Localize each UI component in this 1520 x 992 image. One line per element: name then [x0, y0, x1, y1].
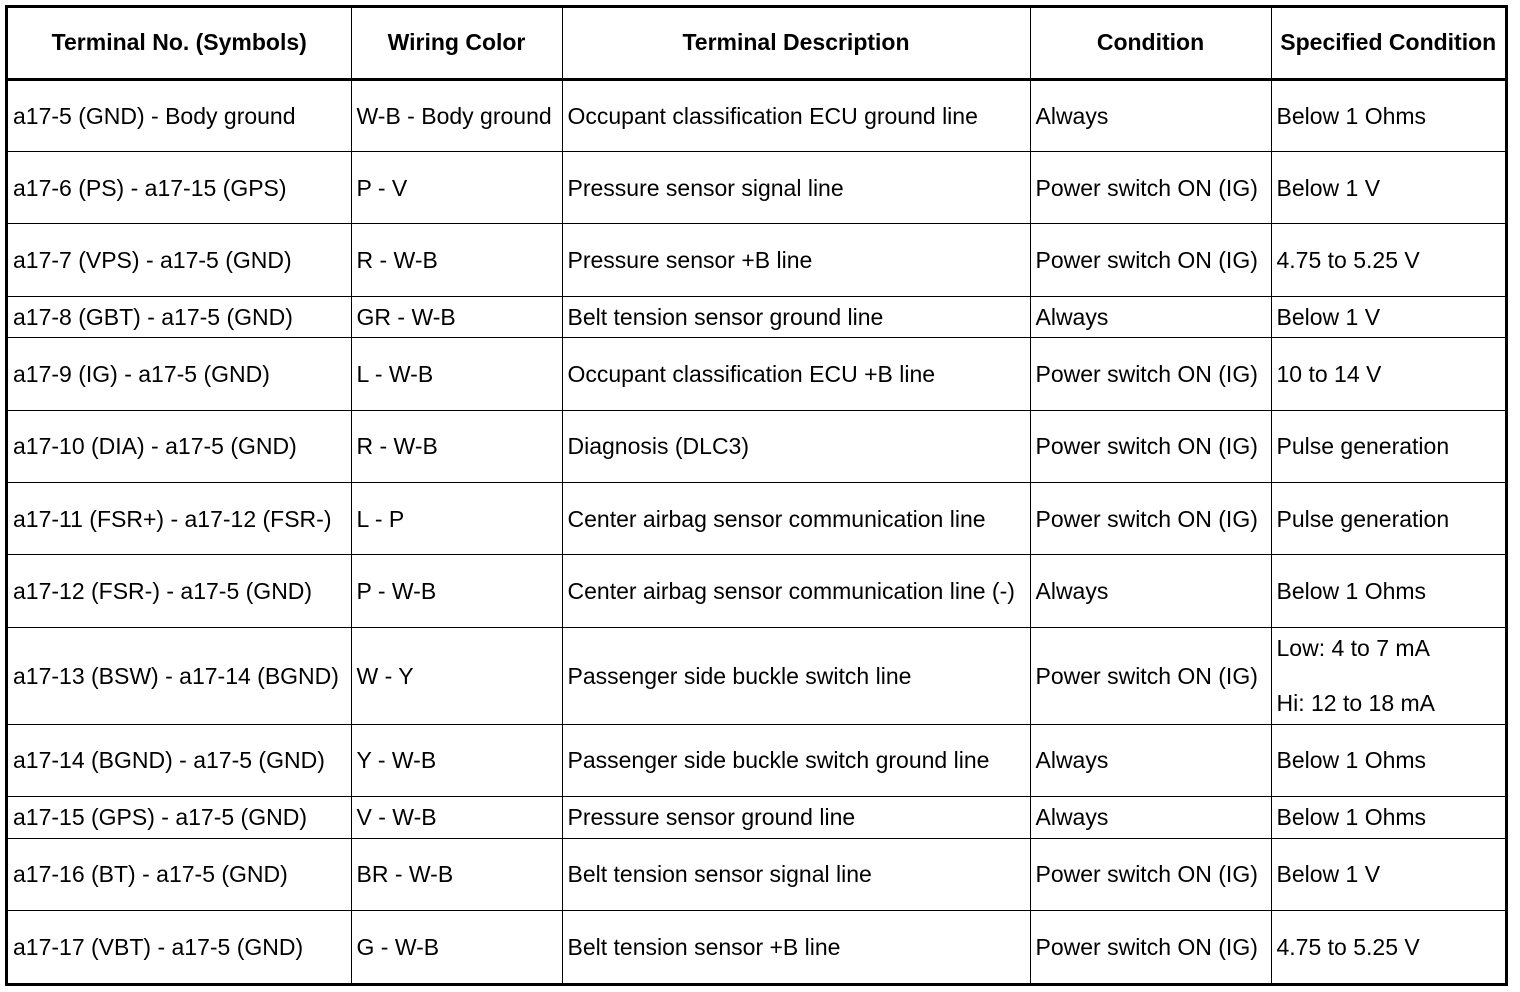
cell-wiring-color: P - W-B — [351, 555, 562, 627]
cell-specified: Below 1 V — [1271, 296, 1505, 338]
cell-terminal: a17-13 (BSW) - a17-14 (BGND) — [8, 627, 351, 724]
header-wiring-color: Wiring Color — [351, 8, 562, 79]
cell-description: Diagnosis (DLC3) — [562, 410, 1030, 482]
table-row — [8, 627, 1505, 724]
cell-terminal: a17-8 (GBT) - a17-5 (GND) — [8, 296, 351, 338]
terminal-table-frame — [5, 5, 1508, 986]
specified-low: Low: 4 to 7 mA — [1276, 635, 1430, 662]
cell-specified: Below 1 Ohms — [1271, 79, 1505, 151]
cell-condition: Power switch ON (IG) — [1030, 911, 1271, 983]
cell-condition: Always — [1030, 555, 1271, 627]
cell-wiring-color: W - Y — [351, 627, 562, 724]
cell-wiring-color: L - W-B — [351, 338, 562, 410]
cell-description: Pressure sensor +B line — [562, 224, 1030, 296]
cell-description: Belt tension sensor +B line — [562, 911, 1030, 983]
cell-terminal: a17-10 (DIA) - a17-5 (GND) — [8, 410, 351, 482]
cell-wiring-color: R - W-B — [351, 410, 562, 482]
cell-condition: Always — [1030, 296, 1271, 338]
table-row — [8, 79, 1505, 151]
cell-condition: Always — [1030, 79, 1271, 151]
cell-description: Passenger side buckle switch ground line — [562, 724, 1030, 796]
cell-wiring-color: G - W-B — [351, 911, 562, 983]
cell-terminal: a17-15 (GPS) - a17-5 (GND) — [8, 796, 351, 838]
cell-specified: Below 1 V — [1271, 838, 1505, 910]
cell-terminal: a17-14 (BGND) - a17-5 (GND) — [8, 724, 351, 796]
cell-wiring-color: L - P — [351, 483, 562, 555]
cell-description: Pressure sensor signal line — [562, 151, 1030, 223]
header-specified-condition: Specified Condition — [1271, 8, 1505, 79]
cell-wiring-color: R - W-B — [351, 224, 562, 296]
cell-terminal: a17-6 (PS) - a17-15 (GPS) — [8, 151, 351, 223]
cell-condition: Power switch ON (IG) — [1030, 838, 1271, 910]
table-row — [8, 724, 1505, 796]
table-row — [8, 838, 1505, 910]
header-terminal: Terminal No. (Symbols) — [8, 8, 351, 79]
cell-condition: Power switch ON (IG) — [1030, 483, 1271, 555]
cell-wiring-color: BR - W-B — [351, 838, 562, 910]
cell-wiring-color: W-B - Body ground — [351, 79, 562, 151]
cell-specified: 10 to 14 V — [1271, 338, 1505, 410]
header-condition: Condition — [1030, 8, 1271, 79]
cell-terminal: a17-7 (VPS) - a17-5 (GND) — [8, 224, 351, 296]
cell-condition: Power switch ON (IG) — [1030, 224, 1271, 296]
table-row — [8, 151, 1505, 223]
table-row — [8, 296, 1505, 338]
terminal-table — [8, 8, 1505, 983]
cell-description: Belt tension sensor signal line — [562, 838, 1030, 910]
cell-condition: Always — [1030, 724, 1271, 796]
cell-specified: Below 1 Ohms — [1271, 724, 1505, 796]
cell-wiring-color: V - W-B — [351, 796, 562, 838]
header-terminal-description: Terminal Description — [562, 8, 1030, 79]
cell-terminal: a17-11 (FSR+) - a17-12 (FSR-) — [8, 483, 351, 555]
specified-hi: Hi: 12 to 18 mA — [1276, 690, 1436, 717]
cell-wiring-color: Y - W-B — [351, 724, 562, 796]
cell-terminal: a17-17 (VBT) - a17-5 (GND) — [8, 911, 351, 983]
cell-description: Passenger side buckle switch line — [562, 627, 1030, 724]
cell-condition: Always — [1030, 796, 1271, 838]
cell-wiring-color: P - V — [351, 151, 562, 223]
cell-condition: Power switch ON (IG) — [1030, 338, 1271, 410]
cell-specified — [1271, 627, 1505, 724]
cell-description: Occupant classification ECU ground line — [562, 79, 1030, 151]
cell-condition: Power switch ON (IG) — [1030, 151, 1271, 223]
cell-description: Belt tension sensor ground line — [562, 296, 1030, 338]
cell-specified: Pulse generation — [1271, 483, 1505, 555]
cell-specified: 4.75 to 5.25 V — [1271, 224, 1505, 296]
cell-specified: Pulse generation — [1271, 410, 1505, 482]
cell-description: Center airbag sensor communication line (-) — [562, 555, 1030, 627]
cell-specified: 4.75 to 5.25 V — [1271, 911, 1505, 983]
cell-description: Center airbag sensor communication line — [562, 483, 1030, 555]
cell-description: Pressure sensor ground line — [562, 796, 1030, 838]
table-row — [8, 338, 1505, 410]
cell-specified: Below 1 V — [1271, 151, 1505, 223]
cell-specified: Below 1 Ohms — [1271, 555, 1505, 627]
cell-condition: Power switch ON (IG) — [1030, 410, 1271, 482]
cell-terminal: a17-9 (IG) - a17-5 (GND) — [8, 338, 351, 410]
table-row — [8, 796, 1505, 838]
cell-condition: Power switch ON (IG) — [1030, 627, 1271, 724]
cell-terminal: a17-16 (BT) - a17-5 (GND) — [8, 838, 351, 910]
table-row — [8, 911, 1505, 983]
table-row — [8, 410, 1505, 482]
table-row — [8, 224, 1505, 296]
table-row — [8, 555, 1505, 627]
table-row — [8, 483, 1505, 555]
cell-terminal: a17-12 (FSR-) - a17-5 (GND) — [8, 555, 351, 627]
cell-wiring-color: GR - W-B — [351, 296, 562, 338]
spacer — [1277, 663, 1501, 688]
cell-terminal: a17-5 (GND) - Body ground — [8, 79, 351, 151]
header-row — [8, 8, 1505, 79]
cell-description: Occupant classification ECU +B line — [562, 338, 1030, 410]
cell-specified: Below 1 Ohms — [1271, 796, 1505, 838]
